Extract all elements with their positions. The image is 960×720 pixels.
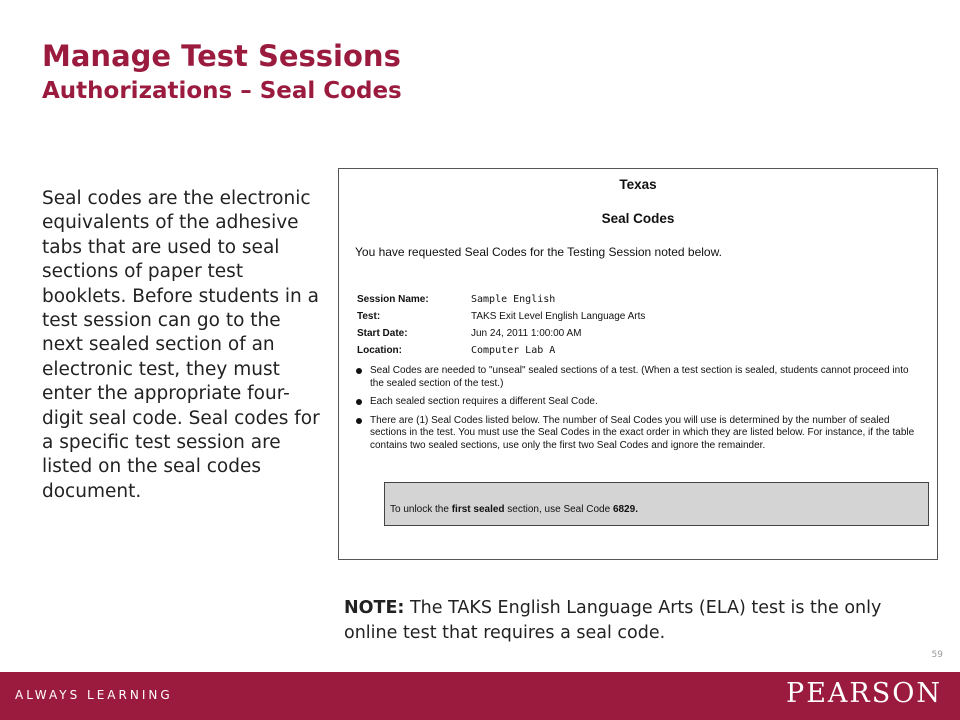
list-item-text: There are (1) Seal Codes listed below. The number of Seal Codes you will use is determined by the number of sealed sections in the test. You must use the Seal Codes in the exact order in which they are listed below. For instance, if the table contains two sealed sections, use only the first two Seal Codes and ignore the remainder. — [370, 414, 915, 451]
location-row — [357, 342, 645, 359]
page-subtitle: Authorizations – Seal Codes — [42, 78, 402, 104]
footer-tagline: ALWAYS LEARNING — [15, 688, 173, 702]
list-item — [355, 415, 925, 453]
location-label: Location: — [357, 345, 402, 356]
seal-text-emphasis: first sealed — [451, 504, 505, 515]
seal-text-suffix: . — [635, 504, 638, 515]
pearson-logo: PEARSON — [786, 678, 942, 709]
seal-codes-document — [338, 168, 938, 560]
document-intro: You have requested Seal Codes for the Testing Session noted below. — [355, 245, 722, 259]
bullet-icon — [356, 368, 362, 374]
footer-bar — [0, 672, 960, 720]
note-body: The TAKS English Language Arts (ELA) test is the only online test that requires a seal code. — [344, 598, 882, 643]
session-info-table — [357, 291, 645, 359]
list-item — [355, 365, 925, 390]
note-label: NOTE: — [344, 598, 405, 618]
bullet-icon — [356, 418, 362, 424]
seal-code-value: 6829 — [612, 504, 636, 515]
page-title: Manage Test Sessions — [42, 39, 401, 73]
test-row — [357, 308, 645, 325]
seal-text-prefix: To unlock the — [390, 504, 452, 515]
seal-text-middle: section, use Seal Code — [504, 504, 613, 515]
seal-code-box — [384, 482, 929, 526]
start-date-value: Jun 24, 2011 1:00:00 AM — [471, 328, 582, 339]
test-label: Test: — [357, 311, 381, 322]
body-text: Seal codes are the electronic equivalents of the adhesive tabs that are used to seal sections of paper test booklets. Before students in a test session can go to the next sealed section of an electronic test, they must enter the appropriate four-digit seal code. Seal codes for a specific test session are listed on the seal codes document. — [42, 188, 320, 502]
session-name-label: Session Name: — [357, 294, 429, 305]
document-subtitle: Seal Codes — [601, 211, 675, 226]
location-value: Computer Lab A — [471, 345, 556, 356]
start-date-label: Start Date: — [357, 328, 408, 339]
note-text — [344, 596, 934, 646]
list-item-text: Each sealed section requires a different Seal Code. — [370, 396, 598, 407]
document-title: Texas — [619, 177, 657, 192]
list-item-text: Seal Codes are needed to "unseal" sealed sections of a test. (When a test section is sealed, students cannot proceed into the sealed section of the test.) — [370, 365, 909, 389]
bullet-icon — [356, 399, 362, 405]
session-name-row — [357, 291, 645, 308]
page-number: 59 — [931, 650, 943, 660]
session-name-value: Sample English — [471, 294, 556, 305]
test-value: TAKS Exit Level English Language Arts — [471, 311, 646, 322]
start-date-row — [357, 325, 645, 342]
list-item — [355, 396, 925, 409]
instruction-list — [355, 365, 925, 458]
